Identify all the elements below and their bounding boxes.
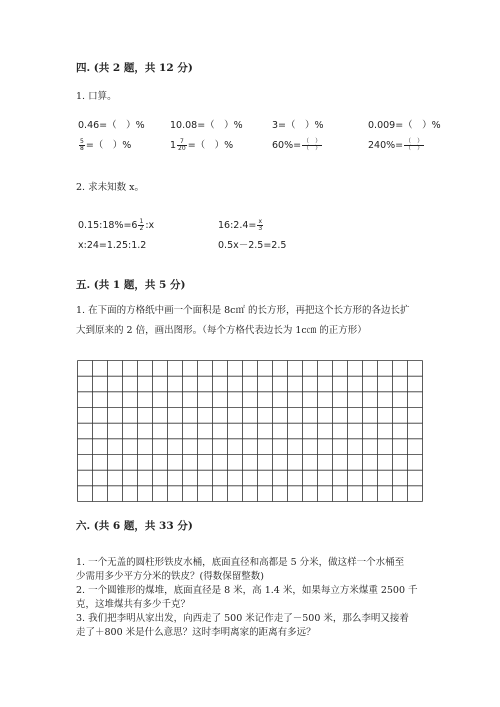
square-grid-paper (77, 360, 423, 502)
problem-line-6: 走了＋800 米是什么意思？这时李明离家的距离有多远？ (76, 627, 316, 638)
mental-calc-2: 10.08=（ ）% (170, 120, 243, 131)
problem-line-4: 克，这堆煤共有多少千克？ (76, 599, 191, 610)
grid-question-line-1: 1. 在下面的方格纸中画一个面积是 8c㎡ 的长方形，再把这个长方形的各边长扩 (76, 305, 410, 316)
mental-calc-1: 0.46=（ ）% (78, 120, 145, 131)
equation-3: x:24=1.25:1.2 (78, 240, 147, 251)
equation-2: 16:2.4= $\frac{x}{3}$ (218, 218, 263, 232)
equation-4: 0.5x－2.5=2.5 (218, 240, 287, 251)
mental-calc-6: 1 $\frac{7}{20}$ =（ ）% (170, 138, 234, 152)
section-5-title: 五. (共 1 题，共 5 分) (76, 279, 186, 291)
mental-calc-5: $\frac{5}{8}$ =（ ）% (80, 138, 132, 152)
problem-line-1: 1. 一个无盖的圆柱形铁皮水桶，底面直径和高都是 5 分米，做这样一个水桶至 (76, 557, 405, 568)
mental-calc-3: 3=（ ）% (272, 120, 324, 131)
question-2-label: 2. 求未知数 x。 (76, 182, 144, 193)
problem-line-5: 3. 我们把李明从家出发，向西走了 500 米记作走了－500 米，那么李明又接着 (76, 613, 409, 624)
section-4-title: 四. (共 2 题，共 12 分) (76, 62, 193, 74)
mental-calc-8: 240%= $\frac{( )}{( )}$ (368, 138, 424, 152)
mental-calc-7: 60%= $\frac{( )}{( )}$ (272, 138, 322, 152)
grid-question-line-2: 大到原来的 2 倍，画出图形。（每个方格代表边长为 1c㎝ 的正方形） (76, 325, 367, 336)
equation-1: 0.15:18%=6 $\frac{1}{2}$ :x (78, 218, 155, 232)
mental-calc-4: 0.009=（ ）% (368, 120, 441, 131)
question-1-label: 1. 口算。 (76, 91, 117, 102)
section-6-title: 六. (共 6 题，共 33 分) (76, 520, 193, 532)
problem-line-3: 2. 一个圆锥形的煤堆，底面直径是 8 米，高 1.4 米，如果每立方米煤重 2500 千 (76, 585, 418, 596)
problem-line-2: 少需用多少平方分米的铁皮？(得数保留整数) (76, 571, 264, 582)
